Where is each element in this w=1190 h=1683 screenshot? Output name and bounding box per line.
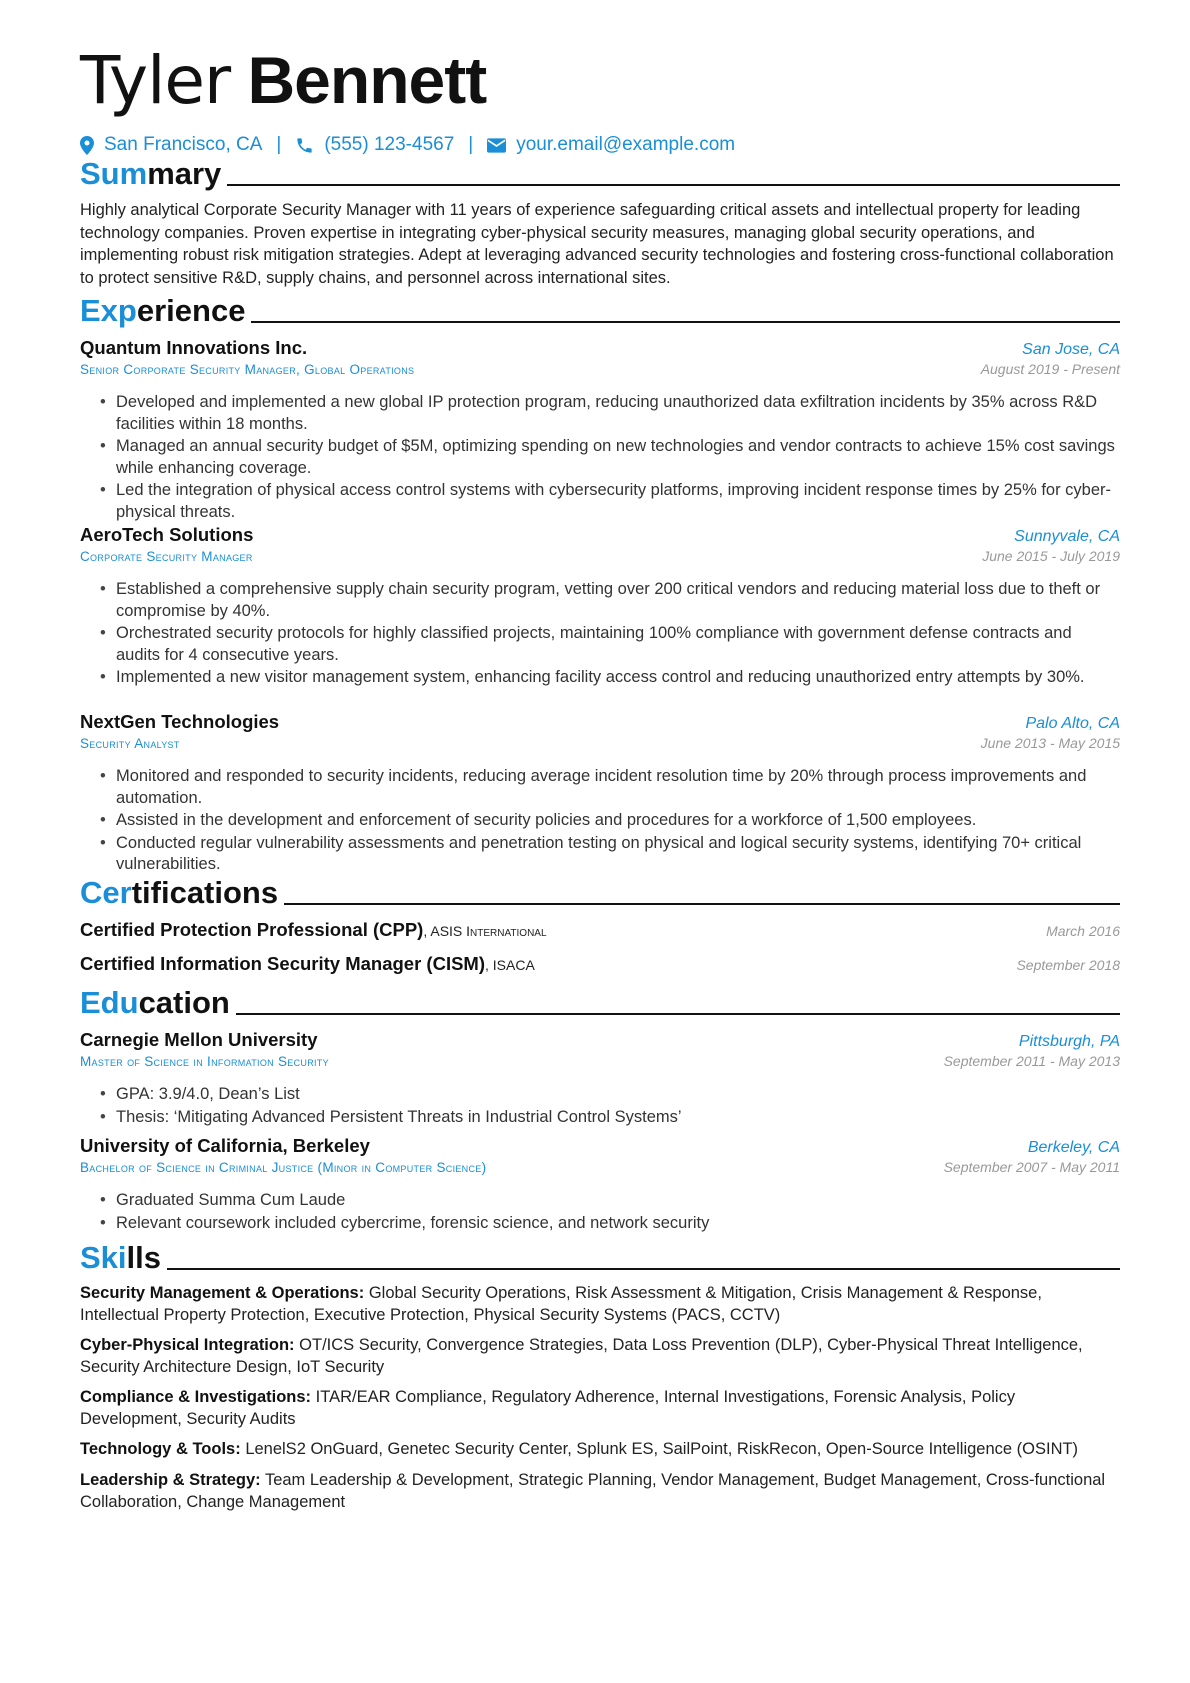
email-link[interactable]: your.email@example.com — [516, 134, 736, 155]
school-name: Carnegie Mellon University — [80, 1029, 318, 1050]
education-bullets — [100, 1190, 1120, 1235]
education-dates: September 2007 - May 2011 — [943, 1159, 1120, 1175]
section-rule — [227, 184, 1120, 186]
last-name: Bennett — [247, 43, 487, 117]
job-entry — [80, 711, 1120, 751]
skill-list: OT/ICS Security, Convergence Strategies, Data Loss Prevention (DLP), Cyber-Physical Threat Intelligence, Security Architecture Design, IoT Security — [80, 1336, 1083, 1376]
skill-category: Compliance & Investigations: — [80, 1388, 312, 1406]
job-dates: June 2013 - May 2015 — [980, 735, 1120, 751]
company-name: AeroTech Solutions — [80, 524, 254, 545]
summary-title-accent: Sum — [80, 156, 148, 191]
job-location: Sunnyvale, CA — [1014, 528, 1120, 545]
list-item: • Conducted regular vulnerability assessments and penetration testing on physical and logical security systems, identifying 70+ critical vulnerabilities. — [100, 833, 1120, 876]
certification-item: Certified Information Security Manager (CISM), ISACA September 2018 — [80, 953, 1120, 974]
section-rule — [236, 1013, 1120, 1015]
degree: Master of Science in Information Security — [80, 1054, 329, 1069]
envelope-icon — [487, 138, 506, 153]
skill-group — [80, 1469, 1120, 1513]
company-name: Quantum Innovations Inc. — [80, 337, 308, 358]
certification-name: Certified Information Security Manager (CISM) — [80, 953, 485, 974]
summary-text: Highly analytical Corporate Security Manager with 11 years of experience safeguarding critical assets and intellectual property for leading technology companies. Proven expertise in integrating cyber-physical security measures, managing global security operations, and implementing robust risk mitigation strategies. Adept at leveraging advanced security technologies and fostering cross-functional collaboration to protect sensitive R&D, supply chains, and personnel across international sites. — [80, 201, 1114, 287]
certification-issuer: ASIS International — [430, 923, 547, 939]
certification-date: March 2016 — [1046, 923, 1120, 939]
skill-group — [80, 1334, 1120, 1378]
skill-list: Global Security Operations, Risk Assessment & Mitigation, Crisis Management & Response, Intellectual Property Protection, Executive Protection, Physical Security Systems (PACS, CCTV) — [80, 1284, 1042, 1324]
certifications-title-rest: tifications — [131, 875, 279, 910]
education-bullets — [100, 1084, 1120, 1129]
job-dates: August 2019 - Present — [980, 361, 1120, 377]
first-name: Tyler — [80, 42, 231, 119]
section-summary-heading — [80, 152, 1120, 192]
list-item: • Graduated Summa Cum Laude — [100, 1190, 1120, 1212]
section-experience-heading — [80, 289, 1120, 329]
phone-text[interactable]: (555) 123-4567 — [324, 134, 455, 155]
job-location: Palo Alto, CA — [1025, 715, 1120, 732]
certification-item: Certified Protection Professional (CPP), ASIS International March 2016 — [80, 919, 1120, 940]
list-item: • Led the integration of physical access control systems with cybersecurity platforms, improving incident response times by 25% for cyber-physical threats. — [100, 480, 1120, 523]
summary-title-rest: mary — [147, 156, 222, 191]
school-location: Pittsburgh, PA — [1018, 1033, 1120, 1050]
section-skills-heading — [80, 1236, 1120, 1276]
list-item: • Implemented a new visitor management system, enhancing facility access control and reducing unauthorized entry attempts by 30%. — [100, 667, 1120, 689]
certification-date: September 2018 — [1016, 957, 1120, 973]
school-location: Berkeley, CA — [1027, 1139, 1120, 1156]
list-item: • Relevant coursework included cybercrime, forensic science, and network security — [100, 1213, 1120, 1235]
list-item: • Thesis: ‘Mitigating Advanced Persistent Threats in Industrial Control Systems’ — [100, 1107, 1120, 1129]
education-dates: September 2011 - May 2013 — [943, 1053, 1120, 1069]
skill-list: Team Leadership & Development, Strategic Planning, Vendor Management, Budget Management, Cross-functional Collaboration, Change Management — [80, 1471, 1106, 1511]
education-title-accent: Edu — [80, 985, 139, 1020]
contact-separator: | — [276, 134, 282, 155]
list-item: • GPA: 3.9/4.0, Dean’s List — [100, 1084, 1120, 1106]
skill-category: Cyber-Physical Integration: — [80, 1336, 295, 1354]
skill-category: Technology & Tools: — [80, 1440, 241, 1458]
skills-title-accent: Ski — [80, 1240, 127, 1275]
certification-name: Certified Protection Professional (CPP) — [80, 919, 424, 940]
degree: Bachelor of Science in Criminal Justice (Minor in Computer Science) — [80, 1160, 487, 1175]
job-title: Corporate Security Manager — [80, 549, 253, 564]
contact-separator: | — [468, 134, 474, 155]
skill-category: Leadership & Strategy: — [80, 1471, 261, 1489]
list-item: • Assisted in the development and enforcement of security policies and procedures for a workforce of 1,500 employees. — [100, 810, 1120, 832]
skill-group — [80, 1386, 1120, 1430]
skill-list: ITAR/EAR Compliance, Regulatory Adherence, Internal Investigations, Forensic Analysis, Policy Development, Security Audits — [80, 1388, 1016, 1428]
job-bullets — [100, 392, 1120, 524]
section-rule — [167, 1268, 1120, 1270]
list-item: • Established a comprehensive supply chain security program, vetting over 200 critical vendors and reducing material loss due to theft or compromise by 40%. — [100, 579, 1120, 622]
skill-group — [80, 1282, 1120, 1326]
job-title: Security Analyst — [80, 736, 180, 751]
list-item: • Developed and implemented a new global IP protection program, reducing unauthorized data exfiltration incidents by 35% across R&D facilities within 18 months. — [100, 392, 1120, 435]
job-title: Senior Corporate Security Manager, Global Operations — [80, 362, 415, 377]
list-item: • Monitored and responded to security incidents, reducing average incident resolution time by 20% through process improvements and automation. — [100, 766, 1120, 809]
section-rule — [251, 321, 1120, 323]
education-entry — [80, 1135, 1120, 1175]
candidate-name — [80, 42, 486, 119]
school-name: University of California, Berkeley — [80, 1135, 370, 1156]
list-item: • Orchestrated security protocols for highly classified projects, maintaining 100% compliance with government defense contracts and audits for 4 consecutive years. — [100, 623, 1120, 666]
section-education-heading — [80, 981, 1120, 1021]
section-rule — [284, 903, 1120, 905]
job-dates: June 2015 - July 2019 — [982, 548, 1120, 564]
skill-list: LenelS2 OnGuard, Genetec Security Center, Splunk ES, SailPoint, RiskRecon, Open-Source Intelligence (OSINT) — [245, 1440, 1079, 1458]
job-bullets — [100, 579, 1120, 690]
section-certifications-heading — [80, 871, 1120, 911]
certifications-title-accent: Cer — [80, 875, 132, 910]
experience-title-accent: Exp — [80, 293, 137, 328]
certification-issuer: ISACA — [492, 957, 535, 973]
skills-title-rest: lls — [126, 1240, 161, 1275]
company-name: NextGen Technologies — [80, 711, 280, 732]
location-text: San Francisco, CA — [104, 134, 263, 155]
list-item: • Managed an annual security budget of $5M, optimizing spending on new technologies and vendor contracts to achieve 15% cost savings while enhancing coverage. — [100, 436, 1120, 479]
education-entry — [80, 1029, 1120, 1069]
job-bullets — [100, 766, 1120, 877]
job-entry — [80, 337, 1120, 377]
job-entry — [80, 524, 1120, 564]
skill-group — [80, 1438, 1120, 1460]
education-title-rest: cation — [138, 985, 230, 1020]
job-location: San Jose, CA — [1022, 341, 1120, 358]
experience-title-rest: erience — [136, 293, 246, 328]
skill-category: Security Management & Operations: — [80, 1284, 365, 1302]
